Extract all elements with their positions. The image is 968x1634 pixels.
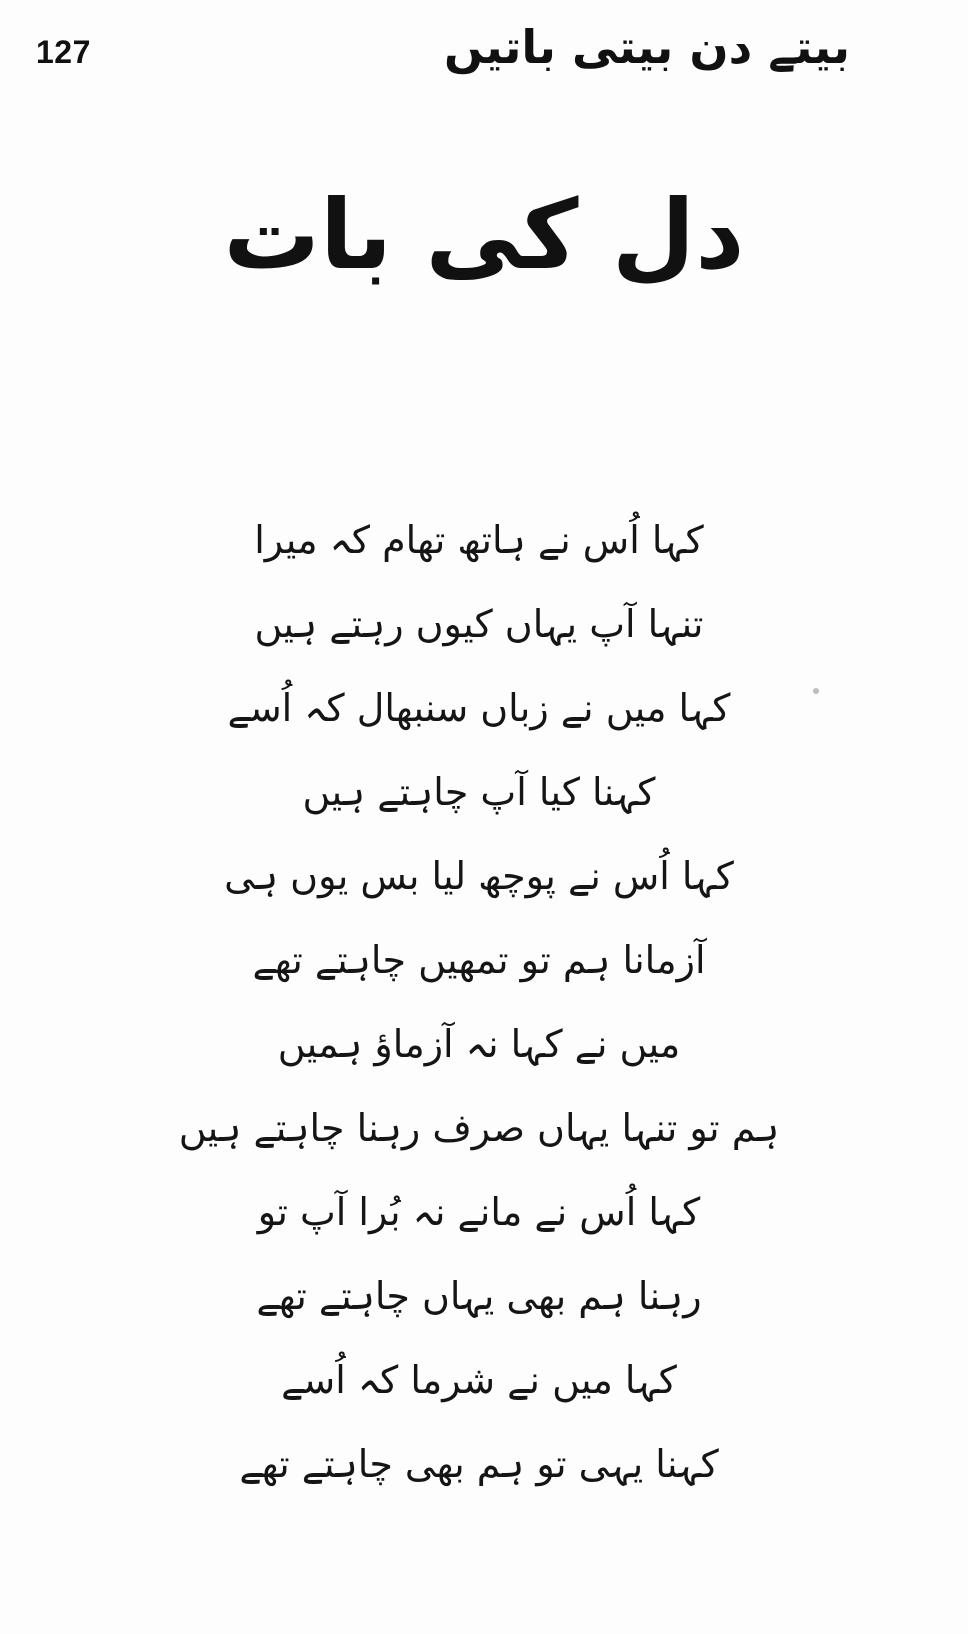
verse-line: کہا اُس نے مانے نہ بُرا آپ تو (257, 1190, 701, 1234)
poem-title: دل کی بات (223, 179, 745, 291)
scan-speck (813, 688, 819, 694)
verse-line: کہا اُس نے پوچھ لیا بس یوں ہی (224, 854, 734, 898)
page-header (0, 0, 968, 110)
verse-line: ہم تو تنہا یہاں صرف رہنا چاہتے ہیں (178, 1106, 780, 1150)
verse-line: کہا اُس نے ہاتھ تھام کہ میرا (254, 518, 704, 562)
verse-line: کہا میں نے زباں سنبھال کہ اُسے (227, 686, 731, 730)
verse-line: رہنا ہم بھی یہاں چاہتے تھے (256, 1274, 702, 1318)
running-title: بیتے دن بیتی باتیں (443, 20, 850, 74)
verse-line: کہا میں نے شرما کہ اُسے (281, 1358, 677, 1402)
page-number: 127 (36, 34, 91, 70)
verse-line: کہنا کیا آپ چاہتے ہیں (302, 770, 656, 814)
verse-line: کہنا یہی تو ہم بھی چاہتے تھے (239, 1442, 719, 1486)
verse-line: تنہا آپ یہاں کیوں رہتے ہیں (254, 602, 704, 646)
verse-line: آزمانا ہم تو تمھیں چاہتے تھے (252, 938, 706, 982)
poem-verses (0, 498, 968, 1506)
verse-line: میں نے کہا نہ آزماؤ ہمیں (277, 1022, 681, 1066)
